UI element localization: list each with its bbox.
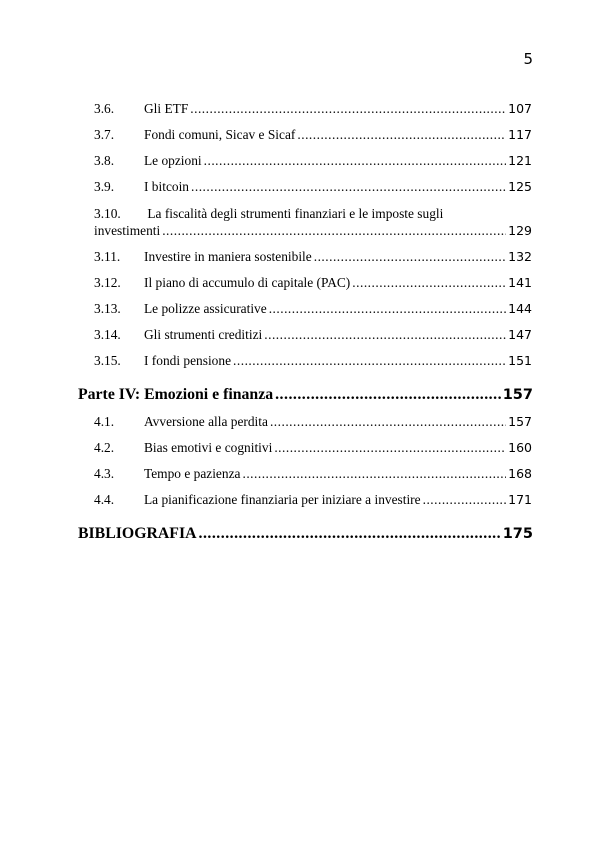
- toc-entry-page: 117: [508, 127, 532, 142]
- toc-entry-page: 144: [508, 301, 532, 316]
- dot-leader: [233, 353, 506, 369]
- dot-leader: [352, 275, 506, 291]
- toc-entry-title: Investire in maniera sostenibile: [144, 249, 312, 264]
- toc-entry-title: I fondi pensione: [144, 353, 232, 368]
- dot-leader: [204, 153, 507, 169]
- toc-entry-3-15[interactable]: [94, 353, 532, 369]
- toc-entry-page: 157: [508, 414, 532, 429]
- toc-entry-3-7[interactable]: [94, 127, 532, 143]
- dot-leader: [264, 327, 506, 343]
- toc-entry-number: 3.15.: [94, 353, 121, 368]
- toc-entry-title-continued: investimenti: [94, 223, 161, 238]
- toc-entry-page: 168: [508, 466, 532, 481]
- toc-entry-3-14[interactable]: [94, 327, 532, 343]
- toc-entry-title: La fiscalità degli strumenti finanziari e le imposte sugli: [147, 206, 444, 221]
- toc-bibliography[interactable]: [78, 525, 533, 543]
- toc-entry-number: 3.9.: [94, 179, 115, 194]
- dot-leader: [423, 492, 507, 508]
- toc-entry-page: 171: [508, 492, 532, 507]
- toc-entry-title: Le polizze assicurative: [144, 301, 267, 316]
- toc-entry-page: 129: [508, 223, 532, 238]
- toc-entry-title: Tempo e pazienza: [144, 466, 241, 481]
- toc-entry-number: 3.14.: [94, 327, 121, 342]
- dot-leader: [314, 249, 506, 265]
- toc-entry-number: 3.10.: [94, 206, 121, 221]
- toc-entry-4-4[interactable]: [94, 492, 532, 508]
- dot-leader: [274, 440, 506, 456]
- dot-leader: [242, 466, 506, 482]
- toc-entry-number: 4.2.: [94, 440, 115, 455]
- toc-entry-page: 151: [508, 353, 532, 368]
- dot-leader: [199, 525, 501, 543]
- toc-entry-number: 3.11.: [94, 249, 121, 264]
- toc-entry-page: 121: [508, 153, 532, 168]
- toc-entry-4-3[interactable]: [94, 466, 532, 482]
- toc-bibliography-title: BIBLIOGRAFIA: [78, 525, 197, 542]
- toc-entry-4-1[interactable]: [94, 414, 532, 430]
- toc-entry-3-10-line2[interactable]: [94, 223, 532, 239]
- dot-leader: [162, 223, 506, 239]
- toc-entry-number: 3.7.: [94, 127, 115, 142]
- toc-entry-number: 4.1.: [94, 414, 115, 429]
- toc-entry-title: Fondi comuni, Sicav e Sicaf: [144, 127, 296, 142]
- toc-bibliography-page: 175: [502, 526, 533, 542]
- toc-entry-number: 3.13.: [94, 301, 121, 316]
- toc-entry-4-2[interactable]: [94, 440, 532, 456]
- toc-entry-title: La pianificazione finanziaria per iniziare a investire: [144, 492, 421, 507]
- toc-entry-number: 3.6.: [94, 101, 115, 116]
- toc-entry-number: 4.4.: [94, 492, 115, 507]
- dot-leader: [190, 101, 506, 117]
- toc-entry-page: 132: [508, 249, 532, 264]
- toc-entry-3-11[interactable]: [94, 249, 532, 265]
- toc-entry-title: Le opzioni: [144, 153, 202, 168]
- toc-entry-title: Il piano di accumulo di capitale (PAC): [144, 275, 351, 290]
- dot-leader: [297, 127, 506, 143]
- toc-entry-3-8[interactable]: [94, 153, 532, 169]
- toc-entry-3-10-line1[interactable]: [94, 206, 443, 222]
- toc-entry-number: 3.8.: [94, 153, 115, 168]
- toc-entry-page: 125: [508, 179, 532, 194]
- page-number: 5: [523, 50, 533, 68]
- toc-entry-page: 141: [508, 275, 532, 290]
- toc-entry-3-9[interactable]: [94, 179, 532, 195]
- dot-leader: [269, 301, 506, 317]
- toc-part-title: Parte IV: Emozioni e finanza: [78, 386, 274, 403]
- toc-entry-title: Gli ETF: [144, 101, 189, 116]
- dot-leader: [275, 386, 501, 404]
- toc-entry-number: 4.3.: [94, 466, 115, 481]
- toc-part-page: 157: [502, 387, 533, 403]
- toc-entry-3-6[interactable]: [94, 101, 532, 117]
- toc-entry-title: Bias emotivi e cognitivi: [144, 440, 273, 455]
- dot-leader: [270, 414, 506, 430]
- toc-entry-page: 147: [508, 327, 532, 342]
- toc-entry-3-13[interactable]: [94, 301, 532, 317]
- toc-entry-page: 107: [508, 101, 532, 116]
- toc-part-4[interactable]: [78, 386, 533, 404]
- toc-entry-3-12[interactable]: [94, 275, 532, 291]
- toc-entry-title: I bitcoin: [144, 179, 189, 194]
- dot-leader: [191, 179, 506, 195]
- toc-entry-page: 160: [508, 440, 532, 455]
- toc-entry-title: Gli strumenti creditizi: [144, 327, 263, 342]
- toc-entry-title: Avversione alla perdita: [144, 414, 268, 429]
- toc-entry-number: 3.12.: [94, 275, 121, 290]
